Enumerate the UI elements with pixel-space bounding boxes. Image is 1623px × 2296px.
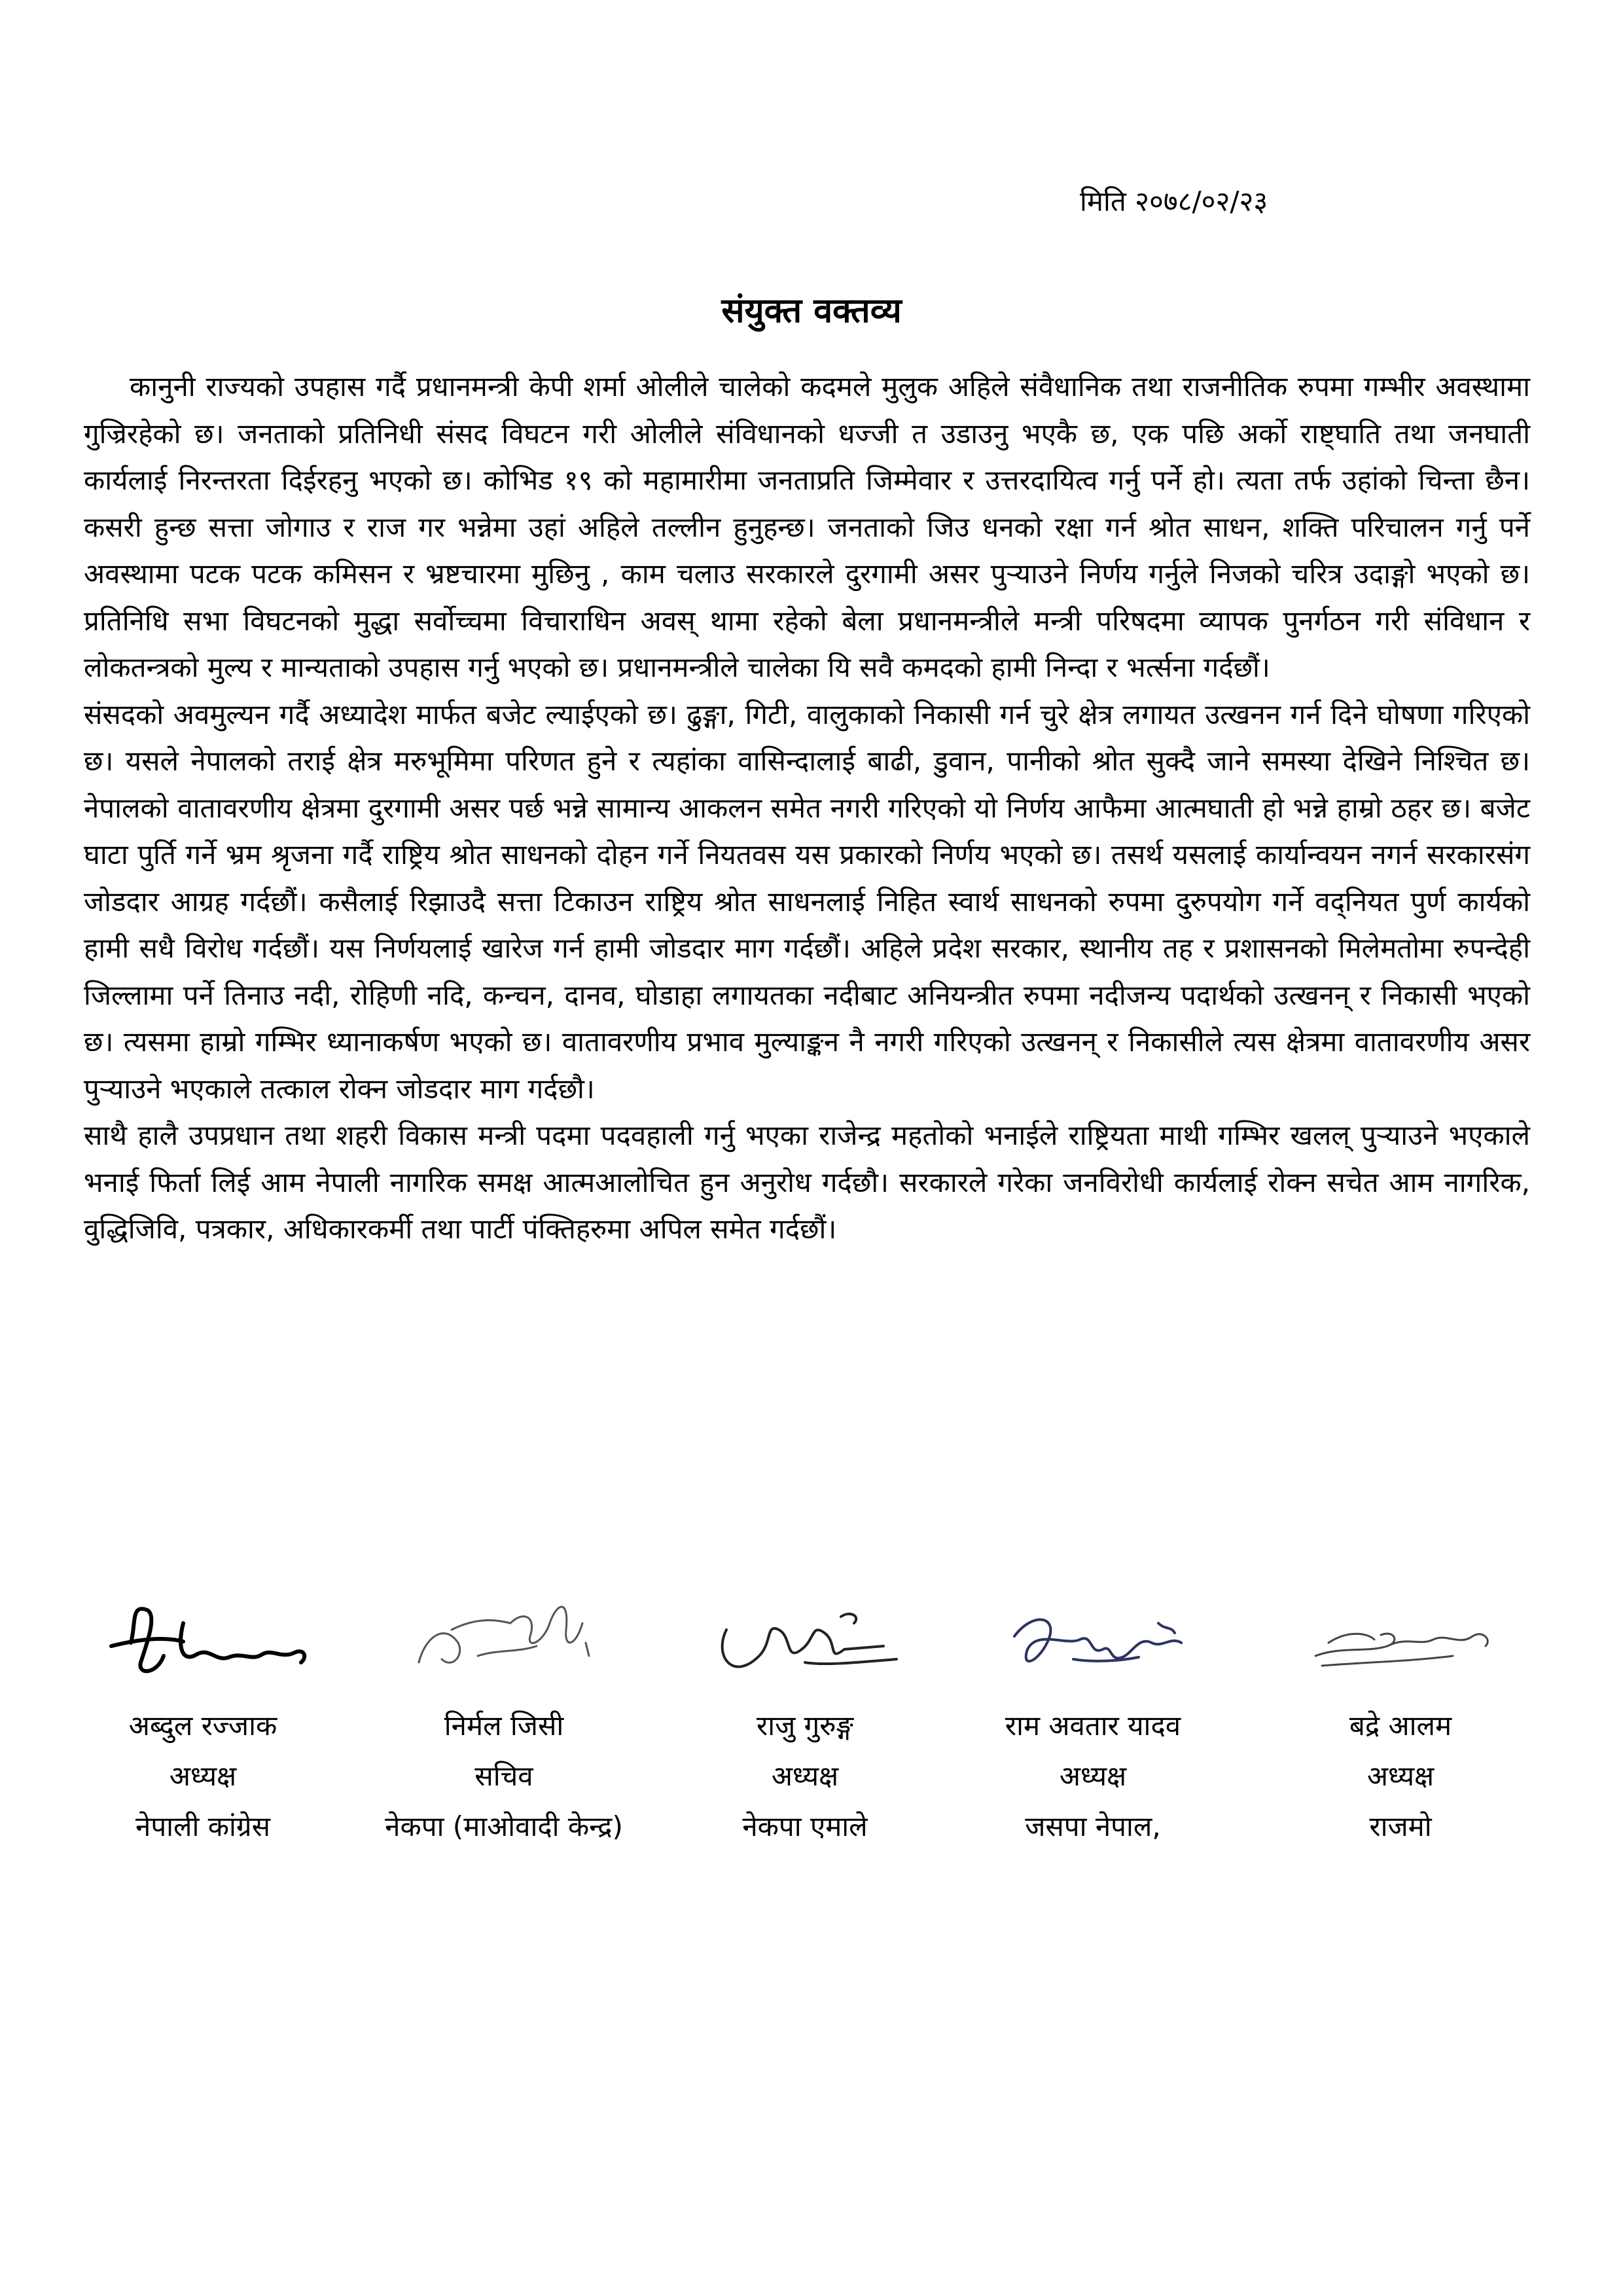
statement-body: [84, 363, 1530, 1253]
handwritten-signature-3: [687, 1584, 923, 1695]
signatory-block-3: [641, 1584, 969, 1852]
signatory-party-1: नेपाली कांग्रेस: [135, 1810, 270, 1842]
paragraph-2: संसदको अवमुल्यन गर्दै अध्यादेश मार्फत बजेट ल्याईएको छ। ढुङ्गा, गिटी, वालुकाको निकासी गर्न चुरे क्षेत्र लगायत उत्खनन गर्न दिने घोषणा गरिएको छ। यसले नेपालको तराई क्षेत्र मरुभूमिमा परिणत हुने र त्यहांका वासिन्दालाई बाढी, डुवान, पानीको श्रोत सुक्दै जाने समस्या देखिने निश्चित छ। नेपालको वातावरणीय क्षेत्रमा दुरगामी असर पर्छ भन्ने सामान्य आकलन समेत नगरी गरिएको यो निर्णय आफैमा आत्मघाती हो भन्ने हाम्रो ठहर छ। बजेट घाटा पुर्ति गर्ने भ्रम श्रृजना गर्दै राष्ट्रिय श्रोत साधनको दोहन गर्ने नियतवस यस प्रकारको निर्णय भएको छ। तसर्थ यसलाई कार्यान्वयन नगर्न सरकारसंग जोडदार आग्रह गर्दछौं। कसैलाई रिझाउदै सत्ता टिकाउन राष्ट्रिय श्रोत साधनलाई निहित स्वार्थ साधनको रुपमा दुरुपयोग गर्ने वद्नियत पुर्ण कार्यको हामी सधै विरोध गर्दछौं। यस निर्णयलाई खारेज गर्न हामी जोडदार माग गर्दछौं। अहिले प्रदेश सरकार, स्थानीय तह र प्रशासनको मिलेमतोमा रुपन्देही जिल्लामा पर्ने तिनाउ नदी, रोहिणी नदि, कन्चन, दानव, घोडाहा लगायतका नदीबाट अनियन्त्रीत रुपमा नदीजन्य पदार्थको उत्खनन् र निकासी भएको छ। त्यसमा हाम्रो गम्भिर ध्यानाकर्षण भएको छ। वातावरणीय प्रभाव मुल्याङ्कन नै नगरी गरिएको उत्खनन् र निकासीले त्यस क्षेत्रमा वातावरणीय असर पुऱ्याउने भएकाले तत्काल रोक्न जोडदार माग गर्दछौ।: [84, 698, 1530, 1105]
paragraph-1: कानुनी राज्यको उपहास गर्दै प्रधानमन्त्री केपी शर्मा ओलीले चालेको कदमले मुलुक अहिले संवैधानिक तथा राजनीतिक रुपमा गम्भीर अवस्थामा गुज्रिरहेको छ। जनताको प्रतिनिधी संसद विघटन गरी ओलीले संविधानको धज्जी त उडाउनु भएकै छ, एक पछि अर्को राष्ट्घाति तथा जनघाती कार्यलाई निरन्तरता दिईरहनु भएको छ। कोभिड १९ को महामारीमा जनताप्रति जिम्मेवार र उत्तरदायित्व गर्नु पर्ने हो। त्यता तर्फ उहांको चिन्ता छैन। कसरी हुन्छ सत्ता जोगाउ र राज गर भन्नेमा उहां अहिले तल्लीन हुनुहन्छ। जनताको जिउ धनको रक्षा गर्न श्रोत साधन, शक्ति परिचालन गर्नु पर्ने अवस्थामा पटक पटक कमिसन र भ्रष्टचारमा मुछिनु , काम चलाउ सरकारले दुरगामी असर पुऱ्याउने निर्णय गर्नुले निजको चरित्र उदाङ्गो भएको छ। प्रतिनिधि सभा विघटनको मुद्धा सर्वोच्चमा विचाराधिन अवस् थामा रहेको बेला प्रधानमन्त्रीले मन्त्री परिषदमा व्यापक पुनर्गठन गरी संविधान र लोकतन्त्रको मुल्य र मान्यताको उपहास गर्नु भएको छ। प्रधानमन्त्रीले चालेका यि सवै कमदको हामी निन्दा र भर्त्सना गर्दछौं।: [84, 370, 1530, 683]
signatory-role-3: अध्यक्ष: [771, 1760, 839, 1792]
document-title: संयुक्त वक्तव्य: [721, 291, 902, 331]
handwritten-signature-5: [1283, 1584, 1518, 1695]
signatory-role-5: अध्यक्ष: [1366, 1760, 1435, 1792]
signatory-role-1: अध्यक्ष: [169, 1760, 237, 1792]
handwritten-signature-1: [85, 1584, 321, 1695]
signatory-name-2: निर्मल जिसी: [444, 1710, 564, 1742]
document-date: मिति २०७८/०२/२३: [1080, 185, 1268, 217]
signatory-block-4: [929, 1584, 1257, 1852]
signatory-party-2: नेकपा (माओवादी केन्द्र): [385, 1810, 623, 1842]
signatory-party-4: जसपा नेपाल,: [1025, 1810, 1161, 1842]
signatory-name-3: राजु गुरुङ्ग: [757, 1710, 853, 1742]
signatory-party-3: नेकपा एमाले: [742, 1810, 868, 1842]
signatory-block-2: [340, 1584, 668, 1852]
signatory-role-2: सचिव: [474, 1760, 533, 1792]
handwritten-signature-2: [386, 1584, 622, 1695]
signatory-party-5: राजमो: [1369, 1810, 1432, 1842]
signatory-name-4: राम अवतार यादव: [1005, 1710, 1181, 1742]
signatory-block-1: [39, 1584, 366, 1852]
handwritten-signature-4: [975, 1584, 1211, 1695]
paragraph-3: साथै हालै उपप्रधान तथा शहरी विकास मन्त्री पदमा पदवहाली गर्नु भएका राजेन्द्र महतोको भनाईले राष्ट्रियता माथी गम्भिर खलल् पुऱ्याउने भएकाले भनाई फिर्ता लिई आम नेपाली नागरिक समक्ष आत्मआलोचित हुन अनुरोध गर्दछौ। सरकारले गरेका जनविरोधी कार्यलाई रोक्न सचेत आम नागरिक, वुद्धिजिवि, पत्रकार, अधिकारकर्मी तथा पार्टी पंक्तिहरुमा अपिल समेत गर्दछौं।: [84, 1119, 1530, 1245]
signatory-name-5: बद्रे आलम: [1349, 1710, 1452, 1742]
signatory-role-4: अध्यक्ष: [1059, 1760, 1127, 1792]
signatory-block-5: [1237, 1584, 1564, 1852]
signatory-name-1: अब्दुल रज्जाक: [128, 1710, 277, 1742]
